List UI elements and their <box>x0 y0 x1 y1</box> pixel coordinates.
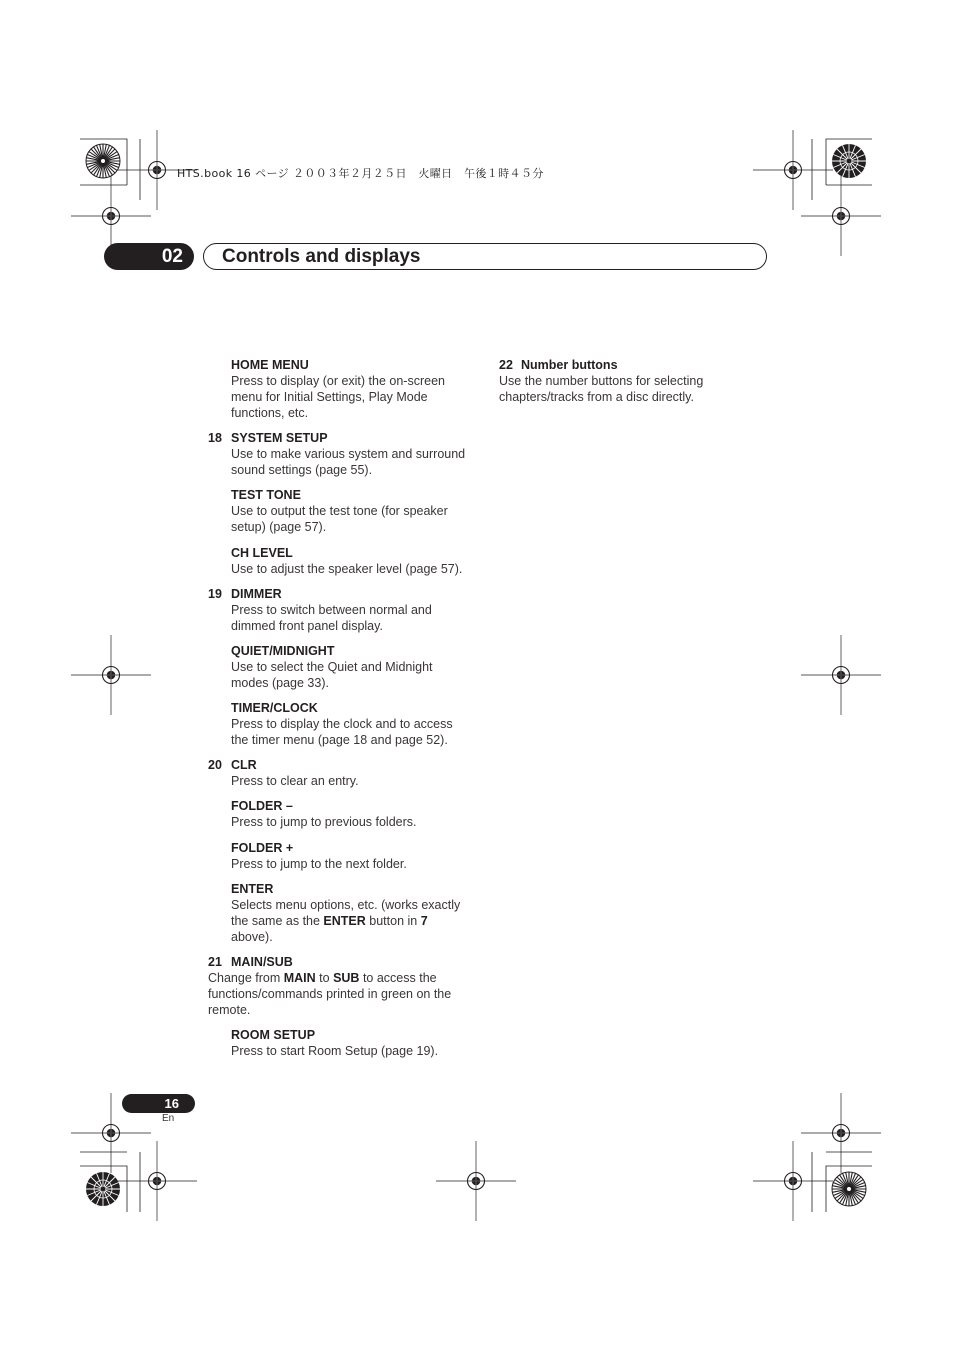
chapter-number-badge: 02 <box>104 243 194 270</box>
item-number: 20 <box>208 758 222 772</box>
entry-heading: DIMMER <box>231 587 282 601</box>
registration-target-icon <box>71 635 151 715</box>
entry-description <box>208 561 498 577</box>
control-entry <box>208 840 498 872</box>
description-line: Selects menu options, etc. (works exactly <box>231 898 461 912</box>
description-line: Press to start Room Setup (page 19). <box>231 1044 439 1058</box>
description-line: setup) (page 57). <box>231 520 327 534</box>
description-line: Press to jump to previous folders. <box>231 815 417 829</box>
control-entry <box>208 1027 498 1059</box>
entry-description <box>208 446 498 478</box>
registration-target-icon <box>753 1141 833 1221</box>
print-header: HTS.book 16 ページ ２００３年２月２５日 火曜日 午後１時４５分 <box>177 167 544 180</box>
entry-description <box>208 856 498 872</box>
starburst-mark-icon <box>832 1172 866 1206</box>
description-line: Use to output the test tone (for speaker <box>231 504 448 518</box>
entry-heading: HOME MENU <box>231 358 309 372</box>
description-line: Use to make various system and surround <box>231 447 466 461</box>
description-line: Use the number buttons for selecting <box>499 374 704 388</box>
entry-description <box>208 659 498 691</box>
item-number: 18 <box>208 431 222 445</box>
description-line: modes (page 33). <box>231 676 329 690</box>
entry-heading: Number buttons <box>521 358 618 372</box>
entry-heading: TIMER/CLOCK <box>231 701 318 715</box>
description-line: remote. <box>208 1003 251 1017</box>
entry-heading: MAIN/SUB <box>231 955 293 969</box>
entry-heading: QUIET/MIDNIGHT <box>231 644 335 658</box>
description-line: Press to display the clock and to access <box>231 717 453 731</box>
registration-target-icon <box>801 176 881 256</box>
description-line: Press to jump to the next folder. <box>231 857 407 871</box>
description-line: functions/commands printed in green on the <box>208 987 452 1001</box>
description-line: functions, etc. <box>231 406 309 420</box>
starburst-mark-icon <box>832 144 866 178</box>
entry-description <box>208 897 498 945</box>
description-line: dimmed front panel display. <box>231 619 383 633</box>
control-entry <box>208 757 498 789</box>
description-line: the timer menu (page 18 and page 52). <box>231 733 448 747</box>
description-line: the same as the ENTER button in 7 <box>231 914 428 928</box>
entry-heading: FOLDER + <box>231 841 294 855</box>
control-entry <box>208 881 498 945</box>
item-number: 22 <box>499 358 513 372</box>
description-line: Use to select the Quiet and Midnight <box>231 660 433 674</box>
control-entry <box>208 487 498 535</box>
entry-description <box>499 373 789 405</box>
registration-target-icon <box>436 1141 516 1221</box>
entry-description <box>208 602 498 634</box>
starburst-mark-icon <box>86 144 120 178</box>
page-language: En <box>162 1113 175 1124</box>
entry-heading: ROOM SETUP <box>231 1028 316 1042</box>
entry-heading: CLR <box>231 758 257 772</box>
registration-target-icon <box>753 130 833 210</box>
registration-target-icon <box>801 635 881 715</box>
entry-heading: TEST TONE <box>231 488 301 502</box>
entry-heading: SYSTEM SETUP <box>231 431 328 445</box>
control-entry <box>499 357 789 405</box>
description-line: above). <box>231 930 273 944</box>
page-number-badge: 16 <box>122 1094 195 1113</box>
description-line: menu for Initial Settings, Play Mode <box>231 390 428 404</box>
entry-heading: CH LEVEL <box>231 546 293 560</box>
control-entry <box>208 954 498 1018</box>
description-line: sound settings (page 55). <box>231 463 373 477</box>
entry-description <box>208 373 498 421</box>
description-line: Press to switch between normal and <box>231 603 432 617</box>
registration-target-icon <box>117 1141 197 1221</box>
description-line: Use to adjust the speaker level (page 57). <box>231 562 463 576</box>
chapter-title: Controls and displays <box>222 246 421 267</box>
entry-heading: ENTER <box>231 882 274 896</box>
item-number: 21 <box>208 955 222 969</box>
description-line: chapters/tracks from a disc directly. <box>499 390 694 404</box>
description-line: Press to display (or exit) the on-screen <box>231 374 445 388</box>
control-entry <box>208 700 498 748</box>
description-line: Press to clear an entry. <box>231 774 359 788</box>
control-entry <box>208 586 498 634</box>
entry-description <box>208 503 498 535</box>
registration-target-icon <box>801 1093 881 1173</box>
item-number: 19 <box>208 587 222 601</box>
entry-description <box>208 814 498 830</box>
control-entry <box>208 357 498 421</box>
entry-description <box>208 716 498 748</box>
control-entry <box>208 545 498 577</box>
control-entry <box>208 430 498 478</box>
entry-description <box>208 1043 498 1059</box>
control-entry <box>208 643 498 691</box>
control-entry <box>208 798 498 830</box>
starburst-mark-icon <box>86 1172 120 1206</box>
description-line: Change from MAIN to SUB to access the <box>208 971 437 985</box>
entry-description <box>208 773 498 789</box>
entry-heading: FOLDER – <box>231 799 293 813</box>
entry-description <box>208 970 498 1018</box>
